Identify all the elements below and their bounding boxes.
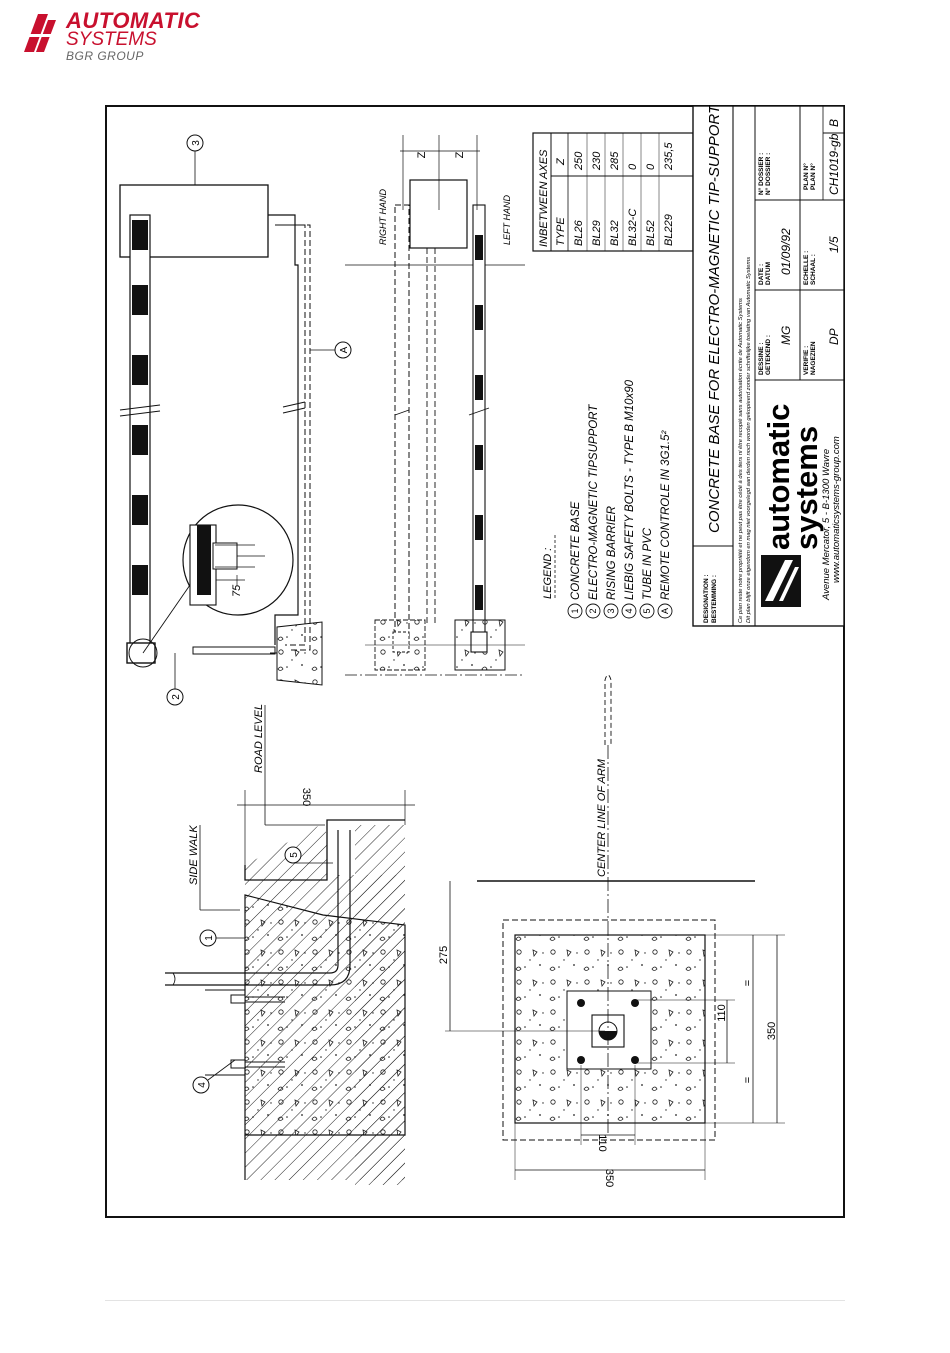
legend-mark: 2 [588,608,598,614]
axes-cell-z: 230 [591,151,603,170]
axes-cell-type: BL26 [573,220,585,246]
road-level-label: ROAD LEVEL [253,703,265,773]
dim-z-1: Z [416,151,428,159]
brand-line-2: SYSTEMS [66,29,157,50]
plan-value: CH1019-gb [827,133,841,195]
dim-350-top: 350 [300,787,312,807]
legend-title: LEGEND : [542,547,554,599]
dim-350-right: 350 [766,1021,778,1041]
left-hand-label: LEFT HAND [502,194,512,245]
verifie-label-1: VERIFIE : [803,345,810,375]
callout-3: 3 [191,140,202,146]
company-address: Avenue Mercator, 5 - B-1300 Wavre [821,448,832,600]
title-block [693,105,844,626]
legend-item-text: RISING BARRIER [606,506,618,600]
echelle-label-1: ECHELLE : [803,250,810,285]
axes-cell-type: BL229 [663,214,675,246]
legend-item-text: LIEBIG SAFETY BOLTS - TYPE B M10x90 [624,379,636,600]
axes-header-z: Z [555,158,567,165]
dim-110-left: 110 [596,1134,608,1152]
designation-title: CONCRETE BASE FOR ELECTRO-MAGNETIC TIP-SUPPORT [706,105,723,533]
axes-table-title: INBETWEEN AXES [538,149,550,247]
verifie-label-2: NAGEZIEN [810,341,817,375]
notice-nl: Dit plan blijft onze eigendom en mag niet voorgelegd aan derden noch worden gekopieerd zonder schriftelijke toelating van Automatic Systems [746,256,752,623]
date-label-2: DATUM [765,262,772,285]
axes-cell-type: BL32-C [627,208,639,246]
echelle-value: 1/5 [827,236,841,253]
dim-z-2: Z [454,151,466,159]
date-value: 01/09/92 [779,228,793,275]
legend-item-text: REMOTE CONTROLE IN 3G1.5² [660,430,672,600]
legend-item-text: TUBE IN PVC [642,527,654,600]
axes-cell-z: 0 [627,163,639,170]
verifie-value: DP [827,328,841,345]
axes-cell-z: 285 [609,151,621,170]
callout-2: 2 [171,694,182,700]
right-hand-label: RIGHT HAND [378,189,388,245]
dim-350-left: 350 [603,1168,615,1188]
company-word-1: automatic [761,403,796,550]
dessine-value: MG [779,325,793,345]
axes-cell-z: 250 [573,151,585,170]
dim-75: 75 [231,584,243,597]
callout-1: 1 [204,935,215,941]
designation-label-1: DESIGNATION : [703,574,710,623]
axes-cell-type: BL52 [645,220,657,246]
dim-275: 275 [438,945,450,965]
echelle-label-2: SCHAAL : [810,254,817,285]
legend-item-text: CONCRETE BASE [570,501,582,600]
concrete-block [245,895,405,1135]
designation-label-2: BESTEMMING : [711,574,718,623]
legend-mark: 4 [624,608,634,614]
legend-mark: 1 [570,608,580,614]
plan-label-1: PLAN N° [803,163,810,190]
drawing-sheet [105,105,845,1218]
axes-table [533,133,693,251]
axes-cell-type: BL32 [609,220,621,246]
plan-label-2: PLAN N° [810,163,817,190]
axes-cell-type: BL29 [591,220,603,246]
dossier-label-1: N° DOSSIER : [758,152,765,195]
date-label-1: DATE : [758,263,765,285]
company-word-2: systems [789,425,824,550]
callout-4: 4 [197,1082,208,1088]
legend-mark: 5 [642,608,652,614]
footer-divider [105,1300,845,1301]
dessine-label-2: GETEKEND : [765,334,772,375]
company-logo [18,8,218,68]
axes-cell-z: 235,5 [663,142,675,170]
brand-line-3: BGR GROUP [66,49,144,63]
company-website: www.automaticsystems-group.com [831,436,842,583]
legend-mark: 3 [606,608,616,614]
dim-eq-1: = [742,979,754,987]
notice-fr: Ce plan reste notre propriété et ne peut pas être cédé à des tiers ni être recopié sans autorisation écrite de Automatic Systems [738,298,744,623]
dim-110-right: 110 [716,1004,728,1022]
axes-header-type: TYPE [555,217,567,246]
revision-value: B [827,118,841,127]
axes-cell-z: 0 [645,163,657,170]
side-walk-label: SIDE WALK [188,825,200,885]
dessine-label-1: DESSINE : [758,342,765,375]
dim-eq-2: = [742,1076,754,1084]
dossier-label-2: N° DOSSIER : [765,152,772,195]
legend-item-text: ELECTRO-MAGNETIC TIPSUPPORT [588,404,600,600]
brand-line-1: AUTOMATIC [66,8,201,33]
callout-5: 5 [289,852,300,858]
callout-a: A [339,346,350,354]
legend-mark: A [660,607,670,615]
logo-mark-icon [18,12,62,54]
center-line-label: CENTER LINE OF ARM [596,759,608,877]
